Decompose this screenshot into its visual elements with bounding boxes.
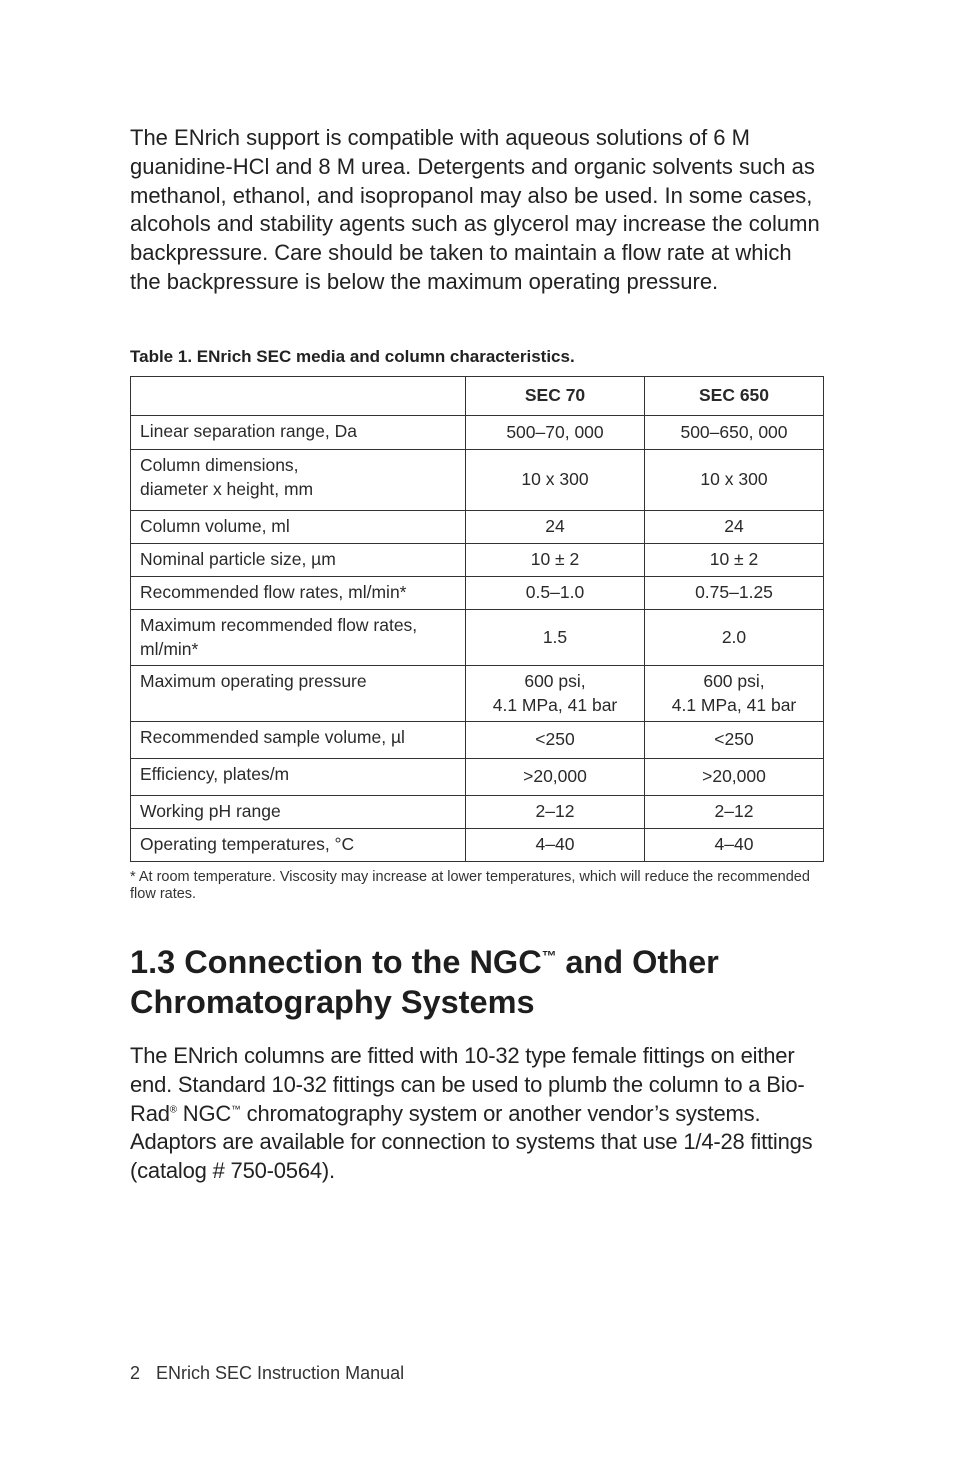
sec650-value: 24 xyxy=(645,511,824,544)
page-footer xyxy=(130,1363,404,1384)
value-line: 600 psi, xyxy=(703,671,765,691)
sec70-value: 24 xyxy=(466,511,645,544)
sec650-value: >20,000 xyxy=(645,759,824,796)
row-label xyxy=(131,610,466,666)
table-header-row xyxy=(131,377,824,416)
table-row xyxy=(131,722,824,759)
paragraph-text: NGC xyxy=(176,1100,232,1126)
row-label xyxy=(131,450,466,511)
sec650-value: 10 x 300 xyxy=(645,450,824,511)
sec70-value xyxy=(466,666,645,722)
registered-symbol: ® xyxy=(169,1104,177,1116)
sec70-value: 500–70, 000 xyxy=(466,416,645,450)
sec650-value: 10 ± 2 xyxy=(645,544,824,577)
row-label: Column volume, ml xyxy=(131,511,466,544)
table-row xyxy=(131,544,824,577)
sec70-value: 4–40 xyxy=(466,829,645,862)
sec70-value: 10 x 300 xyxy=(466,450,645,511)
paragraph-text: chromatography system or another vendor’s systems. Adaptors are available for connection to systems that use 1/4-28 fittings (catalog # 750-0564). xyxy=(130,1100,813,1184)
table-row xyxy=(131,450,824,511)
sec650-value: 2.0 xyxy=(645,610,824,666)
value-line: 4.1 MPa, 41 bar xyxy=(671,694,797,715)
table-row xyxy=(131,666,824,722)
intro-paragraph: The ENrich support is compatible with aqueous solutions of 6 M guanidine-HCl and 8 M urea. Detergents and organic solvents such as methanol, ethanol, and isopropanol may also be used. In some cases, alcohols and stability agents such as glycerol may increase the column backpressure. Care should be taken to maintain a flow rate at which the backpressure is below the maximum operating pressure. xyxy=(130,125,820,294)
sec70-value: 2–12 xyxy=(466,796,645,829)
row-label: Recommended flow rates, ml/min* xyxy=(131,577,466,610)
table-header-sec650: SEC 650 xyxy=(645,377,824,416)
row-label: Operating temperatures, °C xyxy=(131,829,466,862)
paragraph-text: The ENrich columns are fitted with 10-32 type female fittings on either end. Standard 10-32 fittings can be used to plumb the column to a Bio-Rad xyxy=(130,1043,805,1126)
section-heading-text: and Other Chromatography Systems xyxy=(130,944,719,1020)
trademark-symbol: ™ xyxy=(231,1104,241,1116)
connection-paragraph xyxy=(130,1042,830,1186)
table-row xyxy=(131,610,824,666)
sec650-value xyxy=(645,666,824,722)
table-header-blank xyxy=(131,377,466,416)
value-line: 4.1 MPa, 41 bar xyxy=(492,694,618,715)
row-label: Linear separation range, Da xyxy=(131,416,466,450)
footer-title: ENrich SEC Instruction Manual xyxy=(156,1363,405,1383)
table-row xyxy=(131,796,824,829)
row-label-line: diameter x height, mm xyxy=(140,478,314,499)
row-label: Nominal particle size, µm xyxy=(131,544,466,577)
characteristics-table xyxy=(130,376,824,862)
sec650-value: 4–40 xyxy=(645,829,824,862)
row-label: Recommended sample volume, µl xyxy=(131,722,466,759)
row-label-line: Column dimensions, xyxy=(140,455,299,475)
section-heading-text: 1.3 Connection to the NGC xyxy=(130,944,542,980)
row-label-line: Maximum recommended flow rates, xyxy=(140,615,418,635)
table-caption: Table 1. ENrich SEC media and column characteristics. xyxy=(130,347,575,366)
row-label: Working pH range xyxy=(131,796,466,829)
table-row xyxy=(131,829,824,862)
row-label: Efficiency, plates/m xyxy=(131,759,466,796)
trademark-symbol: ™ xyxy=(541,949,557,966)
sec70-value: <250 xyxy=(466,722,645,759)
row-label-line: ml/min* xyxy=(140,638,199,659)
sec650-value: 2–12 xyxy=(645,796,824,829)
sec650-value: <250 xyxy=(645,722,824,759)
sec70-value: 1.5 xyxy=(466,610,645,666)
section-heading xyxy=(130,942,830,1022)
value-line: 600 psi, xyxy=(524,671,586,691)
table-row xyxy=(131,511,824,544)
sec650-value: 500–650, 000 xyxy=(645,416,824,450)
sec70-value: >20,000 xyxy=(466,759,645,796)
page-number: 2 xyxy=(130,1363,141,1383)
table-footnote: * At room temperature. Viscosity may increase at lower temperatures, which will reduce the recommended flow rates. xyxy=(130,869,810,902)
row-label: Maximum operating pressure xyxy=(131,666,466,722)
table-row xyxy=(131,759,824,796)
table-row xyxy=(131,577,824,610)
sec70-value: 10 ± 2 xyxy=(466,544,645,577)
table-row xyxy=(131,416,824,450)
sec650-value: 0.75–1.25 xyxy=(645,577,824,610)
table-header-sec70: SEC 70 xyxy=(466,377,645,416)
sec70-value: 0.5–1.0 xyxy=(466,577,645,610)
